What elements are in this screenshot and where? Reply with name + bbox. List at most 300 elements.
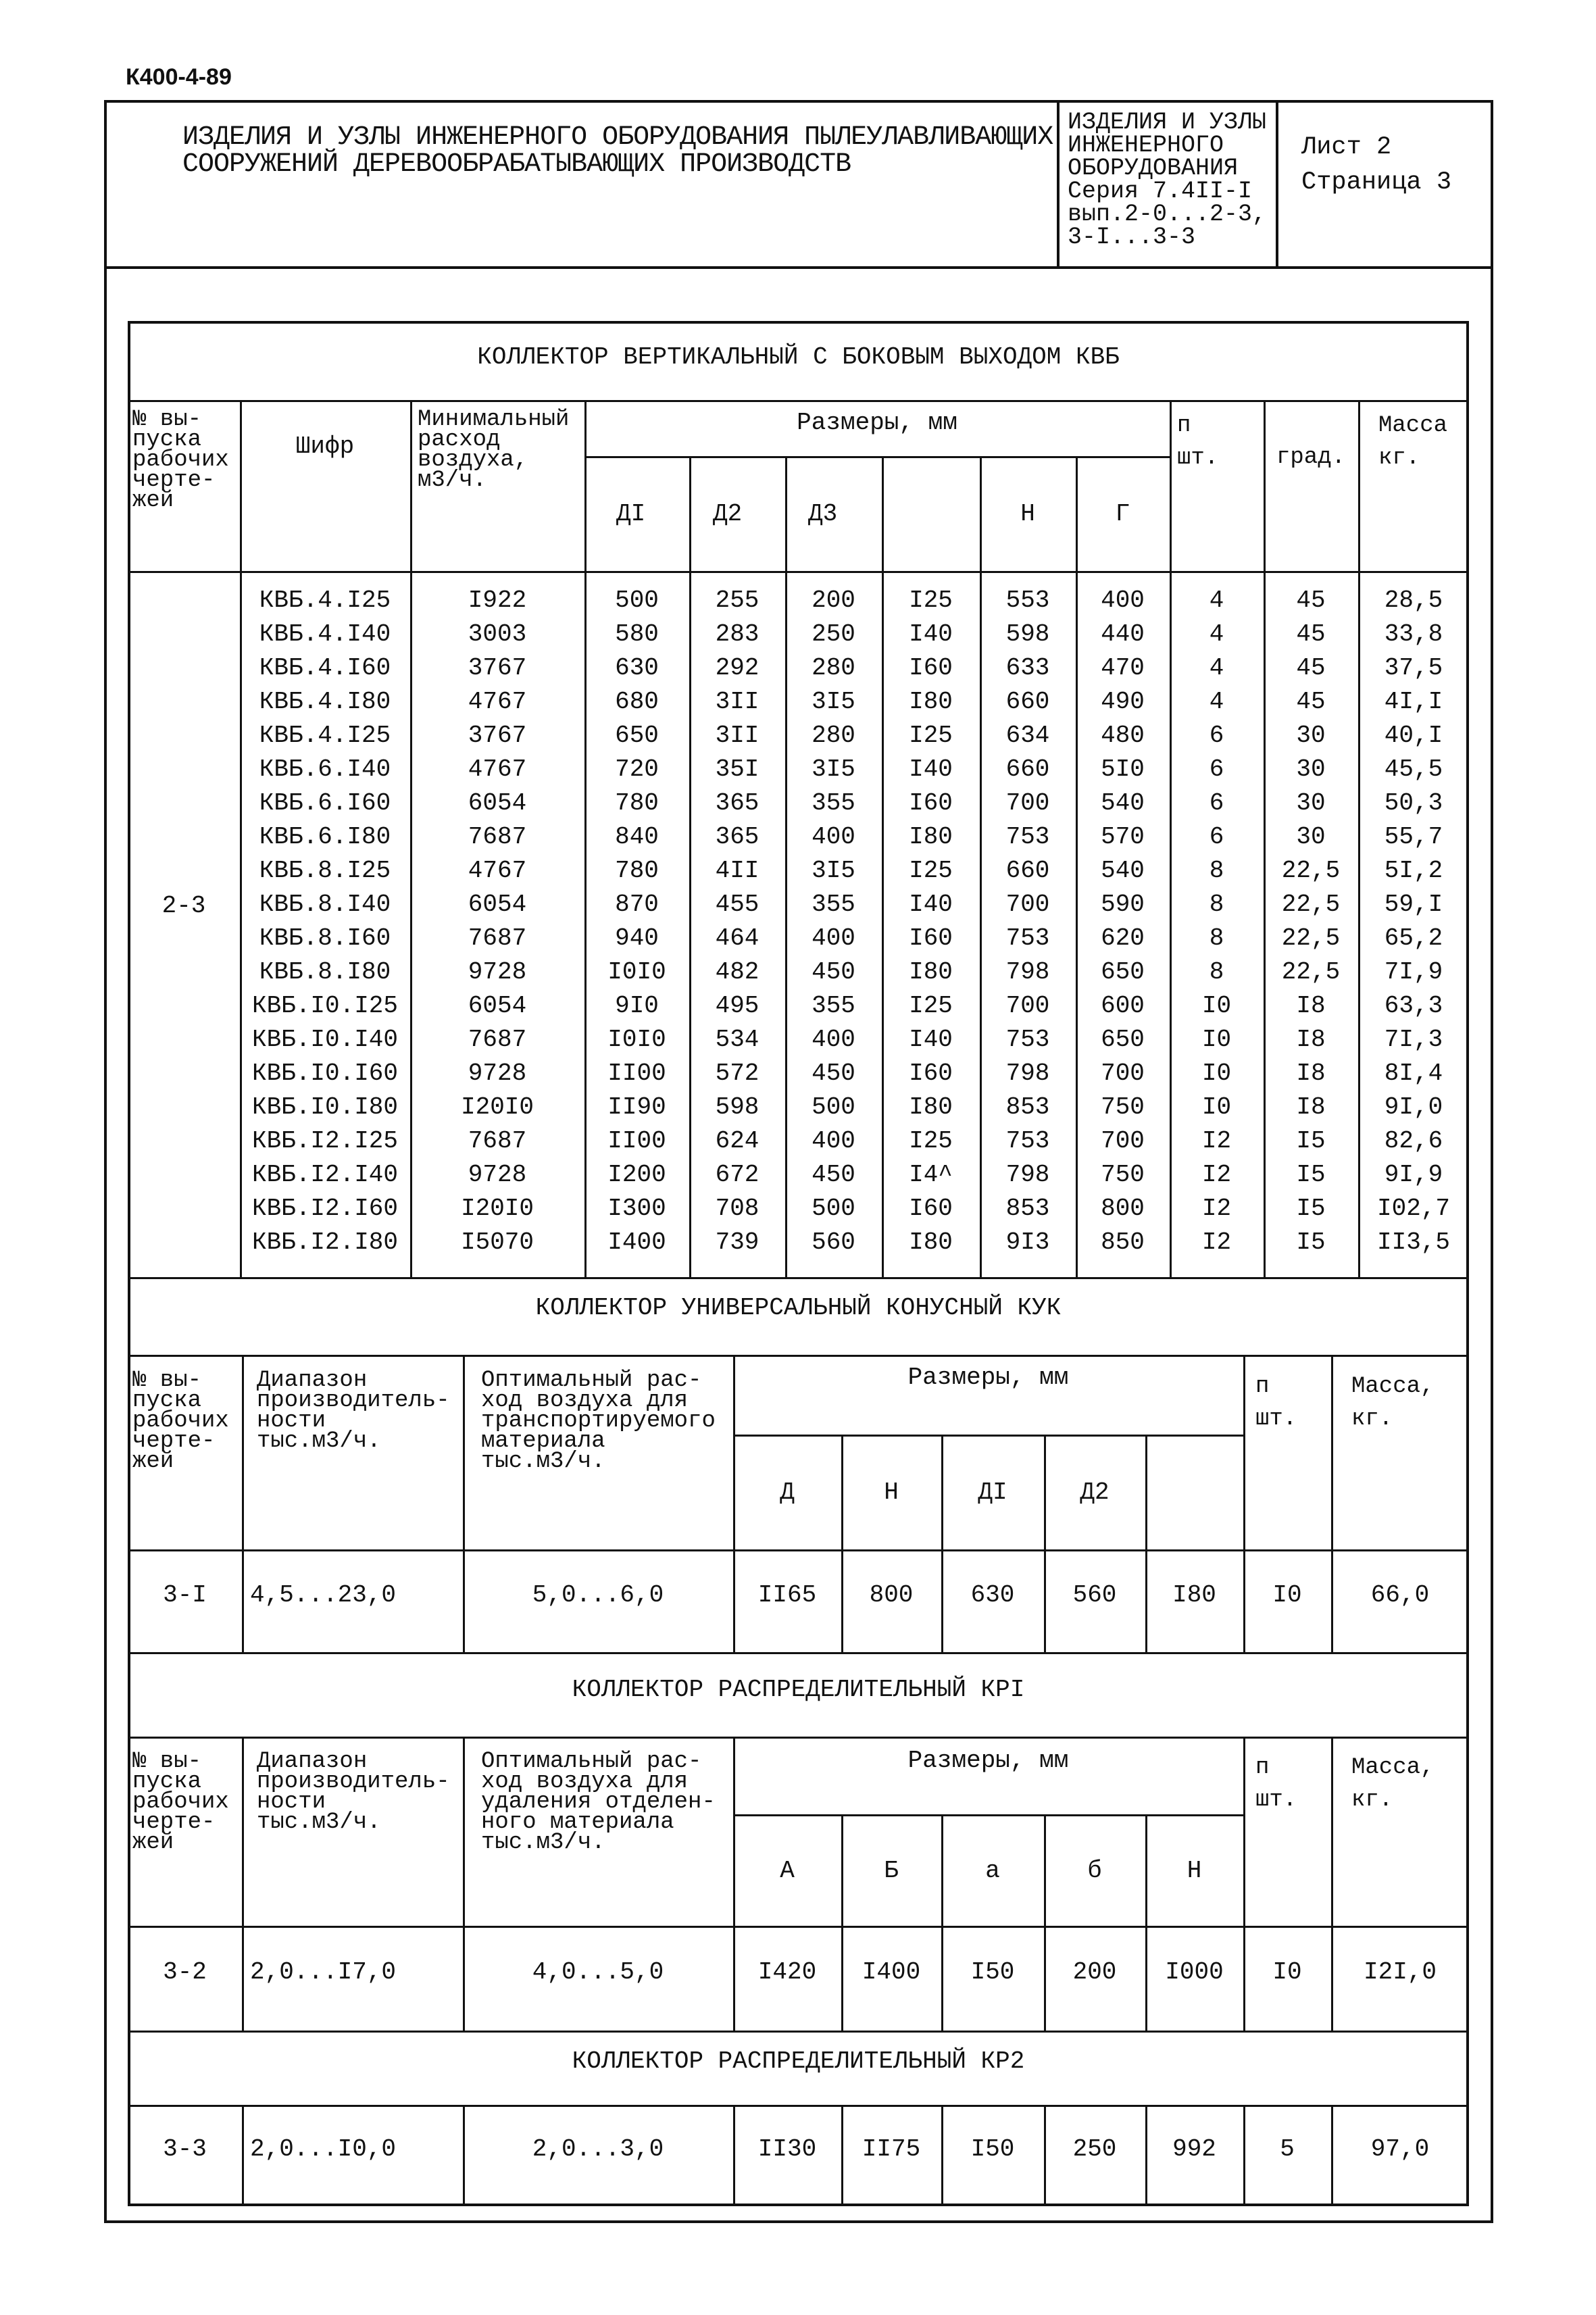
kvb-cell-r16-c6: 753 (1005, 1127, 1050, 1155)
kvb-cell-r19-c4: 560 (812, 1228, 855, 1256)
kvb-cell-r15-c0: КВБ.I0.I80 (251, 1093, 399, 1121)
kuk-cell-1: 4,5...23,0 (250, 1581, 397, 1609)
kvb-cell-r18-c3: 708 (715, 1195, 759, 1222)
kuk-header-range-line: тыс.м3/ч. (257, 1428, 381, 1454)
kvb-cell-r3-c5: I80 (909, 688, 953, 716)
kvb-cell-r13-c2: I0I0 (607, 1026, 666, 1053)
kvb-cell-r17-c8: I2 (1201, 1161, 1232, 1189)
kvb-cell-r4-c8: 6 (1209, 722, 1224, 749)
kvb-cell-r15-c9: I8 (1296, 1093, 1326, 1121)
page-number: Страница 3 (1301, 168, 1452, 197)
kvb-cell-r8-c0: КВБ.8.I25 (259, 857, 391, 885)
kvb-cell-r4-c10: 40,I (1384, 722, 1443, 749)
kvb-cell-r15-c2: II90 (607, 1093, 666, 1121)
kuk-dim-header-1: Н (884, 1478, 899, 1506)
kr1-cell-8: I0 (1272, 1958, 1302, 1986)
kvb-cell-r17-c10: 9I,9 (1384, 1161, 1443, 1189)
kvb-header-airflow-line: Минимальный (418, 407, 570, 432)
kr1-dim-header-1: Б (884, 1857, 899, 1885)
kvb-header-airflow-line: м3/ч. (418, 468, 487, 493)
kvb-cell-r18-c2: I300 (607, 1195, 666, 1222)
kvb-cell-r6-c8: 6 (1209, 789, 1224, 817)
kvb-cell-r17-c9: I5 (1296, 1161, 1326, 1189)
kvb-cell-r8-c8: 8 (1209, 857, 1224, 885)
kvb-cell-r2-c9: 45 (1296, 654, 1326, 682)
kuk-cell-9: 66,0 (1370, 1581, 1430, 1609)
kvb-cell-r2-c7: 470 (1101, 654, 1145, 682)
kr1-header-issue-line: № вы- (132, 1749, 202, 1774)
kvb-cell-r8-c4: 3I5 (812, 857, 855, 885)
kvb-cell-r14-c1: 9728 (468, 1060, 527, 1087)
kuk-header-optimal-line: Оптимальный рас- (481, 1368, 702, 1393)
kvb-cell-r17-c4: 450 (812, 1161, 855, 1189)
kvb-cell-r8-c2: 780 (615, 857, 659, 885)
kuk-header-mass-line: Масса, (1351, 1374, 1435, 1399)
kvb-cell-r1-c2: 580 (615, 620, 659, 648)
kuk-header-optimal-line: транспортируемого (481, 1408, 716, 1434)
kvb-title: КОЛЛЕКТОР ВЕРТИКАЛЬНЫЙ С БОКОВЫМ ВЫХОДОМ КВБ (477, 343, 1120, 371)
kuk-cell-0: 3-I (163, 1581, 207, 1609)
kr1-cell-7: I000 (1165, 1958, 1224, 1986)
kr1-header-n-line: шт. (1255, 1787, 1297, 1813)
kvb-cell-r16-c3: 624 (715, 1127, 759, 1155)
kr1-cell-2: 4,0...5,0 (532, 1958, 664, 1986)
kr1-header-range-line: Диапазон (257, 1749, 368, 1774)
kuk-header-range-line: производитель- (257, 1388, 450, 1414)
kuk-header-issue-line: черте- (132, 1428, 216, 1454)
kuk-cell-5: 630 (970, 1581, 1015, 1609)
kvb-cell-r9-c0: КВБ.8.I40 (259, 891, 391, 918)
kvb-cell-r1-c5: I40 (909, 620, 953, 648)
kvb-cell-r18-c4: 500 (812, 1195, 855, 1222)
kvb-cell-r19-c8: I2 (1201, 1228, 1232, 1256)
kr2-cell-0: 3-3 (163, 2135, 207, 2163)
kvb-cell-r14-c7: 700 (1101, 1060, 1145, 1087)
kvb-cell-r4-c4: 280 (812, 722, 855, 749)
kvb-cell-r11-c3: 482 (715, 958, 759, 986)
kvb-cell-r12-c4: 355 (812, 992, 855, 1020)
kvb-cell-r15-c8: I0 (1201, 1093, 1232, 1121)
series-info-line: ОБОРУДОВАНИЯ (1068, 155, 1239, 182)
kvb-cell-r13-c9: I8 (1296, 1026, 1326, 1053)
kr1-header-optimal (481, 1749, 716, 1856)
kvb-cell-r17-c1: 9728 (468, 1161, 527, 1189)
kuk-header-optimal-line: материала (481, 1428, 605, 1454)
kvb-cell-r16-c2: II00 (607, 1127, 666, 1155)
series-info-line: вып.2-0...2-3, (1068, 201, 1267, 228)
kvb-cell-r6-c1: 6054 (468, 789, 527, 817)
kvb-cell-r10-c3: 464 (715, 924, 759, 952)
kvb-cell-r3-c10: 4I,I (1384, 688, 1443, 716)
kvb-cell-r7-c0: КВБ.6.I80 (259, 823, 391, 851)
kvb-cell-r9-c7: 590 (1101, 891, 1145, 918)
sheet-info (1301, 130, 1491, 200)
kvb-header-dims: Размеры, мм (797, 409, 957, 437)
kvb-cell-r7-c6: 753 (1005, 823, 1050, 851)
kr1-header-issue-line: пуска (132, 1769, 202, 1795)
kvb-cell-r10-c1: 7687 (468, 924, 527, 952)
kvb-cell-r3-c4: 3I5 (812, 688, 855, 716)
kvb-cell-r14-c8: I0 (1201, 1060, 1232, 1087)
kvb-cell-r17-c7: 750 (1101, 1161, 1145, 1189)
kvb-cell-r10-c7: 620 (1101, 924, 1145, 952)
kvb-cell-r4-c5: I25 (909, 722, 953, 749)
kvb-cell-r3-c7: 490 (1101, 688, 1145, 716)
kvb-cell-r2-c3: 292 (715, 654, 759, 682)
kvb-cell-r2-c0: КВБ.4.I60 (259, 654, 391, 682)
kr1-header-n-line: п (1255, 1755, 1270, 1781)
kvb-cell-r1-c0: КВБ.4.I40 (259, 620, 391, 648)
kr1-cell-3: I420 (757, 1958, 817, 1986)
kvb-header-d2: Д2 (713, 500, 743, 528)
kuk-header-mass-line: кг. (1351, 1406, 1393, 1432)
kr1-dim-header-0: А (780, 1857, 795, 1885)
series-info-line: ИНЖЕНЕРНОГО (1068, 132, 1224, 159)
kr2-cell-7: 992 (1172, 2135, 1216, 2163)
kvb-header-mass (1378, 409, 1447, 474)
kvb-cell-r9-c4: 355 (812, 891, 855, 918)
kvb-header-code: Шифр (295, 432, 355, 460)
kvb-cell-r18-c9: I5 (1296, 1195, 1326, 1222)
kvb-header-issue-line: № вы- (132, 407, 202, 432)
kr2-title: КОЛЛЕКТОР РАСПРЕДЕЛИТЕЛЬНЫЙ КР2 (572, 2047, 1025, 2075)
kvb-cell-r4-c0: КВБ.4.I25 (259, 722, 391, 749)
kvb-cell-r8-c7: 540 (1101, 857, 1145, 885)
kvb-cell-r5-c4: 3I5 (812, 755, 855, 783)
kvb-cell-r1-c3: 283 (715, 620, 759, 648)
kvb-cell-r18-c8: I2 (1201, 1195, 1232, 1222)
kvb-cell-r2-c1: 3767 (468, 654, 527, 682)
kvb-cell-r16-c9: I5 (1296, 1127, 1326, 1155)
kvb-cell-r16-c0: КВБ.I2.I25 (251, 1127, 399, 1155)
kr2-cell-5: I50 (970, 2135, 1015, 2163)
kuk-header-range-line: Диапазон (257, 1368, 368, 1393)
kvb-cell-r16-c4: 400 (812, 1127, 855, 1155)
kr1-header-issue-line: рабочих (132, 1789, 229, 1815)
kuk-cell-3: II65 (757, 1581, 817, 1609)
kr2-cell-1: 2,0...I0,0 (250, 2135, 397, 2163)
kvb-cell-r7-c3: 365 (715, 823, 759, 851)
kvb-cell-r8-c3: 4II (715, 857, 759, 885)
kvb-cell-r6-c4: 355 (812, 789, 855, 817)
kvb-header-h: Н (1020, 500, 1035, 528)
kvb-cell-r19-c3: 739 (715, 1228, 759, 1256)
kr1-header-mass-line: кг. (1351, 1787, 1393, 1813)
kvb-cell-r1-c4: 250 (812, 620, 855, 648)
kvb-cell-r4-c1: 3767 (468, 722, 527, 749)
kvb-cell-r8-c1: 4767 (468, 857, 527, 885)
kvb-cell-r3-c2: 680 (615, 688, 659, 716)
kvb-cell-r12-c10: 63,3 (1384, 992, 1443, 1020)
kvb-cell-r6-c5: I60 (909, 789, 953, 817)
kvb-header-issue (132, 407, 229, 514)
kuk-dim-header-3: Д2 (1080, 1478, 1109, 1506)
series-info (1068, 111, 1270, 249)
kvb-cell-r7-c8: 6 (1209, 823, 1224, 851)
kvb-cell-r11-c7: 650 (1101, 958, 1145, 986)
kr1-title: КОЛЛЕКТОР РАСПРЕДЕЛИТЕЛЬНЫЙ КРI (572, 1676, 1025, 1703)
kr2-cell-3: II30 (757, 2135, 817, 2163)
kvb-cell-r16-c10: 82,6 (1384, 1127, 1443, 1155)
kvb-cell-r13-c0: КВБ.I0.I40 (251, 1026, 399, 1053)
kuk-header-dims: Размеры, мм (907, 1364, 1069, 1391)
kvb-cell-r12-c7: 600 (1101, 992, 1145, 1020)
kvb-cell-r15-c3: 598 (715, 1093, 759, 1121)
kuk-header-optimal (481, 1370, 716, 1472)
kvb-cell-r18-c1: I20I0 (460, 1195, 534, 1222)
kvb-cell-r4-c6: 634 (1005, 722, 1050, 749)
kr1-cell-5: I50 (970, 1958, 1015, 1986)
kvb-cell-r14-c5: I60 (909, 1060, 953, 1087)
kvb-cell-r0-c9: 45 (1296, 587, 1326, 614)
series-info-line: Серия 7.4II-I (1068, 178, 1253, 205)
kvb-cell-r13-c10: 7I,3 (1384, 1026, 1443, 1053)
kvb-cell-r0-c6: 553 (1005, 587, 1050, 614)
kvb-cell-r9-c9: 22,5 (1281, 891, 1341, 918)
kvb-cell-r18-c10: I02,7 (1376, 1195, 1451, 1222)
kr1-header-mass (1351, 1751, 1434, 1816)
title-block (104, 100, 1493, 269)
kvb-header-issue-line: черте- (132, 468, 216, 493)
kvb-cell-r19-c10: II3,5 (1376, 1228, 1451, 1256)
kvb-cell-r17-c2: I200 (607, 1161, 666, 1189)
kvb-cell-r2-c5: I60 (909, 654, 953, 682)
kvb-cell-r0-c7: 400 (1101, 587, 1145, 614)
kvb-cell-r18-c5: I60 (909, 1195, 953, 1222)
kvb-cell-r0-c3: 255 (715, 587, 759, 614)
kuk-header-n-line: шт. (1255, 1406, 1297, 1432)
kvb-cell-r5-c5: I40 (909, 755, 953, 783)
kr2-cell-4: II75 (862, 2135, 921, 2163)
kvb-cell-r3-c6: 660 (1005, 688, 1050, 716)
kvb-cell-r16-c8: I2 (1201, 1127, 1232, 1155)
kvb-cell-r3-c1: 4767 (468, 688, 527, 716)
kvb-cell-r14-c3: 572 (715, 1060, 759, 1087)
kvb-cell-r5-c9: 30 (1296, 755, 1326, 783)
kvb-header-n (1177, 409, 1218, 474)
kr2-cell-9: 97,0 (1370, 2135, 1430, 2163)
kvb-cell-r7-c9: 30 (1296, 823, 1326, 851)
kvb-cell-r0-c10: 28,5 (1384, 587, 1443, 614)
kr2-cell-8: 5 (1280, 2135, 1295, 2163)
kvb-cell-r1-c10: 33,8 (1384, 620, 1443, 648)
kvb-issue-value: 2-3 (161, 892, 206, 920)
kvb-cell-r8-c10: 5I,2 (1384, 857, 1443, 885)
kvb-cell-r3-c9: 45 (1296, 688, 1326, 716)
kvb-cell-r6-c0: КВБ.6.I60 (259, 789, 391, 817)
kvb-cell-r18-c0: КВБ.I2.I60 (251, 1195, 399, 1222)
kvb-cell-r13-c4: 400 (812, 1026, 855, 1053)
kvb-cell-r9-c6: 700 (1005, 891, 1050, 918)
kuk-header-range (257, 1368, 450, 1454)
kvb-cell-r12-c1: 6054 (468, 992, 527, 1020)
kvb-cell-r9-c5: I40 (909, 891, 953, 918)
kvb-cell-r7-c4: 400 (812, 823, 855, 851)
kvb-cell-r15-c5: I80 (909, 1093, 953, 1121)
kvb-cell-r11-c0: КВБ.8.I80 (259, 958, 391, 986)
kvb-cell-r12-c3: 495 (715, 992, 759, 1020)
kvb-cell-r0-c2: 500 (615, 587, 659, 614)
kvb-header-airflow-line: расход (418, 427, 501, 453)
kvb-cell-r19-c1: I5070 (460, 1228, 534, 1256)
kvb-header-n-line: п (1177, 413, 1191, 439)
kvb-cell-r8-c5: I25 (909, 857, 953, 885)
kvb-cell-r0-c0: КВБ.4.I25 (259, 587, 391, 614)
kvb-cell-r6-c10: 50,3 (1384, 789, 1443, 817)
kuk-header-optimal-line: тыс.м3/ч. (481, 1449, 605, 1474)
kuk-header-issue-line: жей (132, 1449, 174, 1474)
kuk-cell-8: I0 (1272, 1581, 1302, 1609)
kvb-cell-r11-c9: 22,5 (1281, 958, 1341, 986)
kr1-header-issue (132, 1749, 229, 1856)
kvb-cell-r5-c6: 660 (1005, 755, 1050, 783)
kvb-cell-r12-c0: КВБ.I0.I25 (251, 992, 399, 1020)
kvb-cell-r19-c7: 850 (1101, 1228, 1145, 1256)
kvb-header-deg: град. (1276, 445, 1346, 470)
kvb-cell-r6-c9: 30 (1296, 789, 1326, 817)
kvb-cell-r3-c0: КВБ.4.I80 (259, 688, 391, 716)
kr1-header-optimal-line: ход воздуха для (481, 1769, 689, 1795)
kvb-cell-r10-c8: 8 (1209, 924, 1224, 952)
kvb-cell-r9-c2: 870 (615, 891, 659, 918)
kvb-header-d1: ДI (616, 500, 646, 528)
kuk-header-issue-line: № вы- (132, 1368, 202, 1393)
kvb-cell-r17-c3: 672 (715, 1161, 759, 1189)
kuk-header-optimal-line: ход воздуха для (481, 1388, 689, 1414)
kvb-cell-r15-c4: 500 (812, 1093, 855, 1121)
kvb-cell-r4-c7: 480 (1101, 722, 1145, 749)
kuk-cell-4: 800 (869, 1581, 914, 1609)
kuk-header-issue-line: пуска (132, 1388, 202, 1414)
kvb-cell-r9-c10: 59,I (1384, 891, 1443, 918)
kvb-cell-r8-c9: 22,5 (1281, 857, 1341, 885)
kr1-header-range-line: производитель- (257, 1769, 450, 1795)
kuk-cell-2: 5,0...6,0 (532, 1581, 664, 1609)
kvb-header-d3: Д3 (808, 500, 838, 528)
kvb-cell-r14-c6: 798 (1005, 1060, 1050, 1087)
kvb-cell-r9-c8: 8 (1209, 891, 1224, 918)
kvb-cell-r1-c1: 3003 (468, 620, 527, 648)
kvb-cell-r1-c7: 440 (1101, 620, 1145, 648)
kvb-cell-r0-c4: 200 (812, 587, 855, 614)
kr1-dim-header-4: Н (1187, 1857, 1202, 1885)
kvb-cell-r19-c0: КВБ.I2.I80 (251, 1228, 399, 1256)
kr2-cell-2: 2,0...3,0 (532, 2135, 664, 2163)
kvb-cell-r6-c7: 540 (1101, 789, 1145, 817)
kr1-header-optimal-line: удаления отделен- (481, 1789, 716, 1815)
kvb-cell-r2-c6: 633 (1005, 654, 1050, 682)
kr1-cell-4: I400 (862, 1958, 921, 1986)
kvb-cell-r7-c7: 570 (1101, 823, 1145, 851)
kvb-cell-r12-c8: I0 (1201, 992, 1232, 1020)
sheet-number: Лист 2 (1301, 133, 1392, 161)
kuk-header-mass (1351, 1370, 1434, 1435)
kvb-cell-r16-c5: I25 (909, 1127, 953, 1155)
kvb-cell-r10-c9: 22,5 (1281, 924, 1341, 952)
kr1-header-issue-line: черте- (132, 1810, 216, 1835)
kvb-cell-r5-c0: КВБ.6.I40 (259, 755, 391, 783)
kr1-header-range-line: тыс.м3/ч. (257, 1810, 381, 1835)
kvb-cell-r5-c2: 720 (615, 755, 659, 783)
kvb-cell-r7-c2: 840 (615, 823, 659, 851)
kvb-cell-r13-c6: 753 (1005, 1026, 1050, 1053)
kvb-cell-r14-c0: КВБ.I0.I60 (251, 1060, 399, 1087)
kr1-header-optimal-line: ного материала (481, 1810, 674, 1835)
kvb-cell-r2-c4: 280 (812, 654, 855, 682)
document-title: ИЗДЕЛИЯ И УЗЛЫ ИНЖЕНЕРНОГО ОБОРУДОВАНИЯ ПЫЛЕУЛАВЛИВАЮЩИХ СООРУЖЕНИЙ ДЕРЕВООБРАБАТЫВАЮЩИХ ПРОИЗВОДСТВ (182, 122, 1053, 180)
kvb-cell-r14-c4: 450 (812, 1060, 855, 1087)
kr1-header-issue-line: жей (132, 1830, 174, 1856)
kvb-cell-r17-c6: 798 (1005, 1161, 1050, 1189)
kvb-cell-r10-c5: I60 (909, 924, 953, 952)
kvb-cell-r7-c10: 55,7 (1384, 823, 1443, 851)
kvb-cell-r10-c4: 400 (812, 924, 855, 952)
kvb-header-mass-line: Масса (1378, 413, 1448, 439)
kuk-cell-6: 560 (1072, 1581, 1117, 1609)
kvb-header-n-line: шт. (1177, 445, 1219, 471)
kvb-cell-r7-c5: I80 (909, 823, 953, 851)
kvb-cell-r12-c9: I8 (1296, 992, 1326, 1020)
kvb-cell-r15-c6: 853 (1005, 1093, 1050, 1121)
kvb-cell-r17-c5: I4^ (909, 1161, 953, 1189)
kvb-cell-r4-c2: 650 (615, 722, 659, 749)
kvb-cell-r0-c8: 4 (1209, 587, 1224, 614)
kvb-cell-r5-c1: 4767 (468, 755, 527, 783)
kvb-header-airflow (418, 409, 569, 491)
kvb-cell-r12-c5: I25 (909, 992, 953, 1020)
kvb-cell-r15-c7: 750 (1101, 1093, 1145, 1121)
kvb-cell-r5-c10: 45,5 (1384, 755, 1443, 783)
kvb-cell-r5-c7: 5I0 (1101, 755, 1145, 783)
kvb-cell-r13-c8: I0 (1201, 1026, 1232, 1053)
kvb-cell-r11-c5: I80 (909, 958, 953, 986)
kvb-cell-r14-c9: I8 (1296, 1060, 1326, 1087)
kvb-cell-r18-c6: 853 (1005, 1195, 1050, 1222)
kr1-header-optimal-line: Оптимальный рас- (481, 1749, 702, 1774)
kr2-cell-6: 250 (1072, 2135, 1117, 2163)
kvb-cell-r4-c9: 30 (1296, 722, 1326, 749)
kvb-cell-r0-c5: I25 (909, 587, 953, 614)
kvb-header-airflow-line: воздуха, (418, 447, 528, 473)
kvb-cell-r17-c0: КВБ.I2.I40 (251, 1161, 399, 1189)
kvb-cell-r16-c7: 700 (1101, 1127, 1145, 1155)
kvb-cell-r13-c1: 7687 (468, 1026, 527, 1053)
kvb-cell-r18-c7: 800 (1101, 1195, 1145, 1222)
kuk-header-n (1255, 1370, 1297, 1435)
kvb-cell-r6-c3: 365 (715, 789, 759, 817)
kvb-cell-r15-c1: I20I0 (460, 1093, 534, 1121)
kvb-cell-r12-c6: 700 (1005, 992, 1050, 1020)
kr1-header-optimal-line: тыс.м3/ч. (481, 1830, 605, 1856)
kvb-header-issue-line: жей (132, 488, 174, 514)
kvb-cell-r14-c2: II00 (607, 1060, 666, 1087)
kvb-cell-r4-c3: 3II (715, 722, 759, 749)
kr1-dim-header-3: б (1087, 1857, 1102, 1885)
kr1-dim-header-2: а (985, 1857, 1000, 1885)
kr1-header-mass-line: Масса, (1351, 1755, 1435, 1781)
kvb-cell-r11-c2: I0I0 (607, 958, 666, 986)
kvb-cell-r13-c3: 534 (715, 1026, 759, 1053)
kvb-cell-r16-c1: 7687 (468, 1127, 527, 1155)
kuk-dim-header-2: ДI (978, 1478, 1007, 1506)
kuk-cell-7: I80 (1172, 1581, 1216, 1609)
kvb-cell-r6-c2: 780 (615, 789, 659, 817)
kvb-cell-r2-c2: 630 (615, 654, 659, 682)
kvb-cell-r7-c1: 7687 (468, 823, 527, 851)
kvb-cell-r10-c6: 753 (1005, 924, 1050, 952)
kvb-cell-r19-c6: 9I3 (1005, 1228, 1050, 1256)
kvb-cell-r2-c8: 4 (1209, 654, 1224, 682)
